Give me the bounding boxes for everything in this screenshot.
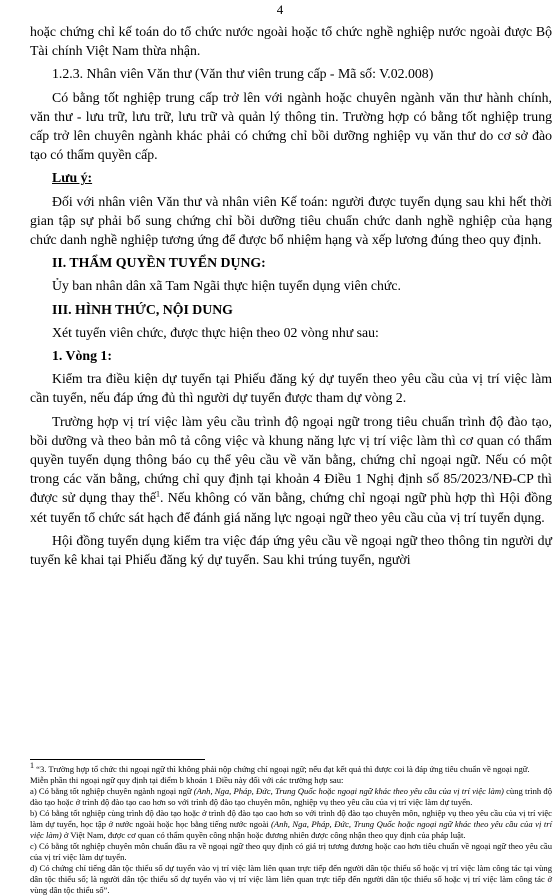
heading-recruitment-authority: II. THẨM QUYỀN TUYỂN DỤNG: — [52, 255, 266, 271]
footnote-line-2: Miễn phần thi ngoại ngữ quy định tại điểm b khoản 1 Điều này đối với các trường hợp sau: — [30, 775, 344, 785]
heading-round-1: 1. Vòng 1: — [52, 348, 112, 364]
footnote-marker: 1 — [30, 761, 34, 771]
note-heading-text: Lưu ý: — [52, 170, 93, 186]
paragraph-round1-check: Kiểm tra điều kiện dự tuyển tại Phiếu đăng ký dự tuyển theo yêu cầu của vị trí việc làm cần tuyển, nếu đáp ứng đủ thì người dự tuyển được tham dự vòng 2. — [30, 371, 552, 406]
footnote-separator — [30, 759, 205, 760]
footnote-line-1 — [30, 761, 552, 775]
footnote-item-c: c) Có bằng tốt nghiệp chuyên môn chuẩn đầu ra về ngoại ngữ theo quy định có giá trị tương đương hoặc cao hơn tiêu chuẩn về ngoại ngữ theo yêu cầu của vị trí việc làm dự tuyển. — [30, 841, 552, 862]
document-body — [30, 22, 552, 573]
paragraph-council-check: Hội đồng tuyển dụng kiểm tra việc đáp ứng yêu cầu về ngoại ngữ theo thông tin người dự tuyển kê khai tại Phiếu đăng ký dự tuyển. Sau khi trúng tuyển, người — [30, 532, 552, 568]
heading-form-content: III. HÌNH THỨC, NỘI DUNG — [52, 301, 233, 317]
paragraph-accounting-cert: hoặc chứng chỉ kế toán do tổ chức nước ngoài hoặc tổ chức nghề nghiệp nước ngoài được Bộ Tài chính Việt Nam thừa nhận. — [30, 24, 552, 59]
paragraph-foreign-language-part2: . Nếu không có văn bằng, chứng chỉ ngoại ngữ phù hợp thì Hội đồng xét tuyển tổ chức sát hạch để đánh giá năng lực ngoại ngữ theo yêu cầu của vị trí tuyển dụng. — [30, 490, 552, 525]
footnote-item-a-pre: a) Có bằng tốt nghiệp chuyên ngành ngoại ngữ — [30, 786, 194, 796]
footnote-item-b-italic: (Anh, Nga, Pháp, Đức, Trung Quốc hoặc ngoại ngữ khác theo yêu cầu của vị trí việc làm) — [30, 819, 552, 840]
paragraph-clerk-requirements: Có bằng tốt nghiệp trung cấp trở lên với ngành hoặc chuyên ngành văn thư hành chính, văn thư - lưu trữ, lưu trữ, lưu trữ và quản lý thông tin. Trường hợp có bằng tốt nghiệp trung cấp trở lên chuyên ngành khác phải có chứng chỉ bồi dưỡng nghiệp vụ văn thư do cơ sở đào tạo có thẩm quyền cấp. — [30, 89, 552, 163]
paragraph-foreign-language — [30, 412, 552, 527]
footnote-item-a-post: cùng trình độ đào tạo hoặc ở trình độ đào tạo cao hơn so với trình độ đào tạo chuyên môn, nghiệp vụ theo yêu cầu của vị trí việc làm dự tuyển. — [30, 786, 552, 807]
page-number: 4 — [276, 2, 284, 17]
footnote-item-b-post: ở Việt Nam, được cơ quan có thẩm quyền công nhận hoặc đương nhiên được công nhận theo quy định của pháp luật. — [61, 830, 466, 840]
footnote-reference[interactable]: 1 — [156, 489, 161, 499]
footnote-text-1: “3. Trường hợp tổ chức thi ngoại ngữ thì không phải nộp chứng chỉ ngoại ngữ; nếu đạt kết quả thì được coi là đáp ứng tiêu chuẩn về ngoại ngữ. — [36, 764, 530, 774]
footnote-item-a — [30, 786, 552, 808]
footnote-item-b-pre: b) Có bằng tốt nghiệp cùng trình độ đào tạo hoặc ở trình độ đào tạo cao hơn so với trình độ đào tạo chuyên môn, nghiệp vụ theo yêu cầu của vị trí việc làm dự tuyển, học tập ở nước ngoài hoặc học bằng tiếng nước ngoài — [30, 808, 552, 829]
paragraph-note: Đối với nhân viên Văn thư và nhân viên Kế toán: người được tuyển dụng sau khi hết thời gian tập sự phải bổ sung chứng chỉ bồi dưỡng tiêu chuẩn chức danh nghề nghiệp của hạng chức danh nghề nghiệp tương ứng để được bổ nhiệm hạng và xếp lương đúng theo quy định. — [30, 193, 552, 248]
footnote-item-a-italic: (Anh, Nga, Pháp, Đức, Trung Quốc hoặc ngoại ngữ khác theo yêu cầu của vị trí việc làm) — [193, 786, 504, 796]
footnote-block — [30, 761, 552, 896]
footnote-item-b — [30, 808, 552, 841]
footnote-item-d: d) Có chứng chỉ tiếng dân tộc thiểu số dự tuyển vào vị trí việc làm liên quan trực tiếp đến người dân tộc thiểu số hoặc vị trí việc làm công tác tại vùng dân tộc thiểu số; là người dân tộc thiểu số dự tuyển vào vị trí việc làm liên quan trực tiếp đến người dân tộc thiểu số hoặc vị trí việc làm công tác ở vùng dân tộc thiểu số”. — [30, 863, 552, 895]
note-heading — [30, 168, 552, 187]
paragraph-authority: Ủy ban nhân dân xã Tam Ngãi thực hiện tuyển dụng viên chức. — [52, 278, 401, 294]
paragraph-foreign-language-part1: Trường hợp vị trí việc làm yêu cầu trình độ ngoại ngữ trong tiêu chuẩn trình độ đào tạo, bồi dưỡng và theo bản mô tả công việc và khung năng lực vị trí việc làm thì cơ quan có thẩm quyền tuyển dụng thông báo cụ thể yêu cầu về văn bằng, chứng chỉ ngoại ngữ. Nếu có một trong các văn bằng, chứng chỉ quy định tại khoản 4 Điều 1 Nghị định số 85/2023/NĐ-CP thì được sử dụng thay thế — [30, 413, 552, 506]
section-heading-1-2-3: 1.2.3. Nhân viên Văn thư (Văn thư viên trung cấp - Mã số: V.02.008) — [52, 66, 434, 82]
paragraph-two-rounds: Xét tuyển viên chức, được thực hiện theo 02 vòng như sau: — [52, 324, 379, 340]
